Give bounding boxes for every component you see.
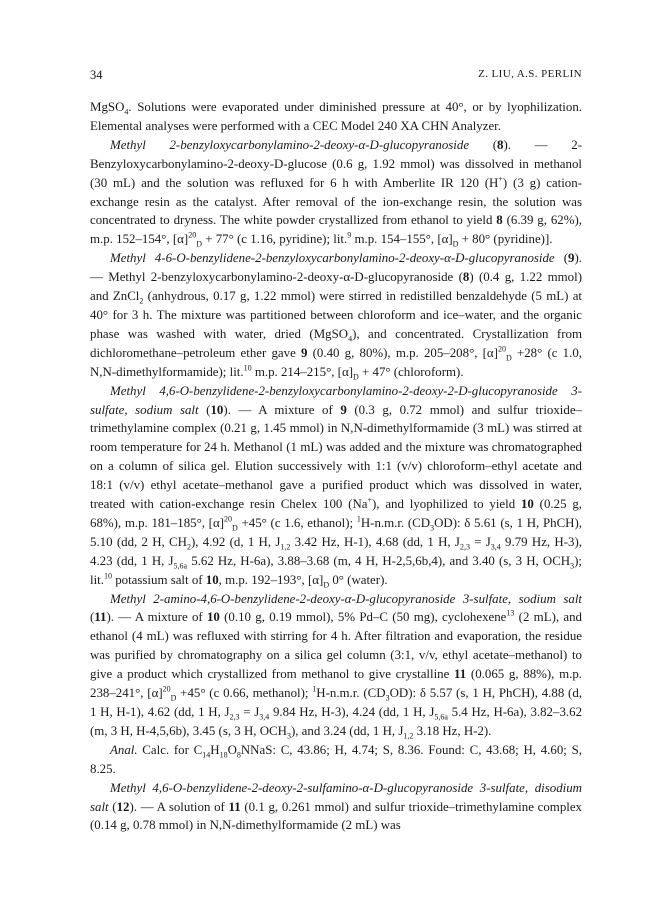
text-run: Calc. for C xyxy=(137,742,203,757)
text-run: (0.25 g, 68%), m.p. 181–185°, [α] xyxy=(90,497,582,530)
compound-heading: Methyl 4-6-O-benzylidene-2-benzyloxycarbonylamino-2-deoxy-α-D-glucopyranoside xyxy=(110,251,555,266)
paragraph-analysis xyxy=(90,741,582,779)
text-run: 3.18 Hz, H-2). xyxy=(413,723,492,738)
subscript: 5,6a xyxy=(434,712,448,722)
subscript: D xyxy=(505,353,512,363)
superscript: + xyxy=(367,495,373,505)
compound-number: 9 xyxy=(300,345,308,360)
compound-heading: Methyl 2-amino-4,6-O-benzylidene-2-deoxy-α-D-glucopyranoside 3-sulfate, sodium salt xyxy=(110,591,582,606)
compound-heading: Anal. xyxy=(110,742,138,757)
text-run: 5.62 Hz, H-6a), 3.88–3.68 (m, 4 H, H-2,5,6b,4), and 3.40 (s, 3 H, OCH xyxy=(187,553,571,568)
subscript: 1,2 xyxy=(403,731,414,741)
compound-number: 11 xyxy=(94,610,107,625)
paragraph-compound-12 xyxy=(90,779,582,836)
text-run: ( xyxy=(90,610,95,625)
text-run: ( xyxy=(469,137,498,152)
compound-number: 10 xyxy=(206,610,220,625)
compound-number: 8 xyxy=(497,137,504,152)
text-run: potassium salt of xyxy=(111,572,206,587)
subscript: 1,2 xyxy=(280,542,291,552)
text-run: (anhydrous, 0.17 g, 1.22 mmol) were stirred in redistilled benzaldehyde (5 mL) at 40° for 3 h. The mixture was partitioned between chloroform and ice–water, and the organic phase was washed with water, dried (MgSO xyxy=(90,289,582,341)
text-run: 0° (water). xyxy=(329,572,388,587)
text-run: ). — 2-Benzyloxycarbonylamino-2-deoxy-D-glucose (0.6 g, 1.92 mmol) was dissolved in methanol (30 mL) and the solution was refluxed for 6 h with Amberlite IR 120 (H xyxy=(90,137,582,190)
subscript: 2,3 xyxy=(229,712,240,722)
text-run: 5.4 Hz, H-6a), 3.82–3.62 (m, 3 H, H-4,5,6b), 3.45 (s, 3 H, OCH xyxy=(90,705,583,738)
text-run: . Solutions were evaporated under diminished pressure at 40°, or by lyophilization. Elemental analyses were performed with a CEC Model 240 XA CHN Analyzer. xyxy=(90,100,582,133)
text-run: H xyxy=(210,742,220,757)
text-run: + 80° (pyridine)]. xyxy=(458,232,553,247)
subscript: 4 xyxy=(348,334,353,344)
paragraph-compound-9 xyxy=(90,249,582,381)
text-run: 9.79 Hz, H-3), 4.23 (dd, 1 H, J xyxy=(90,534,582,568)
text-run: ) (0.4 g, 1.22 mmol) and ZnCl xyxy=(90,270,582,304)
text-run: +45° (c 1.6, ethanol); xyxy=(237,515,357,530)
superscript: 1 xyxy=(312,684,317,694)
text-run: , m.p. 192–193°, [α] xyxy=(218,572,324,587)
text-run: ). — A mixture of xyxy=(223,402,341,417)
subscript: 18 xyxy=(219,750,228,760)
text-run: (2 mL), and ethanol (4 mL) was refluxed with stirring for 4 h. After filtration and evaporation, the residue was purified by chromatography on a silica gel column (3:1, v/v, ethyl acetate–methanol) to give a product which crystallized from methanol to give crystalline xyxy=(90,610,582,682)
paragraph-compound-10 xyxy=(90,382,582,590)
subscript: 3 xyxy=(570,561,575,571)
subscript: 8 xyxy=(236,750,241,760)
compound-number: 11 xyxy=(228,799,241,814)
compound-number: 8 xyxy=(462,270,470,285)
text-run: H-n.m.r. (CD xyxy=(360,515,431,530)
text-run: ), 4.92 (d, 1 H, J xyxy=(190,534,281,549)
text-run: ( xyxy=(198,402,211,417)
compound-number: 11 xyxy=(454,667,467,682)
text-run: ), and concentrated. Crystallization from dichloromethane–petroleum ether gave xyxy=(90,326,582,360)
superscript: 20 xyxy=(188,231,197,241)
superscript: 13 xyxy=(506,609,515,619)
text-run: OD): δ 5.61 (s, 1 H, PhCH), 5.10 (dd, 2 H, CH xyxy=(90,515,582,549)
text-run: ( xyxy=(108,799,117,814)
text-run: +28° (c 1.0, N,N-dimethylformamide); lit. xyxy=(90,345,582,379)
text-run: (0.065 g, 88%), m.p. 238–241°, [α] xyxy=(90,667,582,701)
compound-number: 8 xyxy=(496,213,503,228)
superscript: 10 xyxy=(103,571,112,581)
page-header xyxy=(90,68,582,84)
compound-number: 9 xyxy=(568,251,575,266)
subscript: D xyxy=(232,523,238,533)
subscript: 3 xyxy=(385,693,390,703)
compound-heading: Methyl 4,6-O-benzylidene-2-deoxy-2-sulfamino-α-D-glucopyranoside 3-sulfate, disodium salt xyxy=(90,780,582,814)
superscript: 20 xyxy=(497,344,506,354)
text-run: m.p. 214–215°, [α] xyxy=(251,364,354,379)
superscript: + xyxy=(498,174,503,184)
paragraph-compound-8 xyxy=(90,136,582,249)
superscript: 20 xyxy=(224,514,233,524)
subscript: 4 xyxy=(124,107,129,117)
text-run: ). — A solution of xyxy=(129,799,229,814)
text-run: NNaS: C, 43.86; H, 4.74; S, 8.36. Found: C, 43.68; H, 4.60; S, 8.25. xyxy=(90,742,582,776)
text-run: H-n.m.r. (CD xyxy=(316,686,386,701)
text-run: 3.42 Hz, H-1), 4.68 (dd, 1 H, J xyxy=(290,534,460,549)
subscript: D xyxy=(452,239,459,249)
compound-number: 10 xyxy=(205,572,219,587)
compound-number: 10 xyxy=(210,402,224,417)
text-run: ). — Methyl 2-benzyloxycarbonylamino-2-deoxy-α-D-glucopyranoside ( xyxy=(90,251,582,285)
subscript: 3,4 xyxy=(259,712,270,722)
superscript: 1 xyxy=(356,514,361,524)
text-run: ) (3 g) cation-exchange resin as the catalyst. After removal of the ion-exchange resin, the solution was concentrated to dryness. The white powder crystallized from ethanol to yield xyxy=(90,175,582,228)
page-number: 34 xyxy=(90,68,103,82)
text-run: (0.3 g, 0.72 mmol) and sulfur trioxide–trimethylamine complex (0.21 g, 1.45 mmol) in N,N-dimethylformamide (3 mL) was stirred at room temperature for 24 h. Methanol (1 mL) was added and the mixture was chromatographed on a column of silica gel. Elution successively with 1:1 (v/v) chloroform–ethyl acetate and 18:1 (v/v) ethyl acetate–methanol gave a purified product which was dissolved in water, treated with cation-exchange resin Chelex 100 (Na xyxy=(90,402,583,512)
text-run: ); lit. xyxy=(90,553,582,587)
subscript: 3 xyxy=(430,523,435,533)
text-run: ). — A mixture of xyxy=(106,610,207,625)
superscript: 20 xyxy=(162,684,171,694)
text-run: (6.39 g, 62%), m.p. 152–154°, [α] xyxy=(90,213,582,247)
subscript: 2,3 xyxy=(459,542,470,552)
compound-heading: Methyl 4,6-O-benzylidene-2-benzyloxycarbonylamino-2-deoxy-2-D-glucopyranoside 3-sulfate, sodium salt xyxy=(90,383,582,417)
subscript: 3 xyxy=(286,731,291,741)
superscript: 10 xyxy=(243,363,252,373)
text-run: 9.84 Hz, H-3), 4.24 (dd, 1 H, J xyxy=(269,705,435,719)
subscript: D xyxy=(353,372,359,382)
text-run: +45° (c 0.66, methanol); xyxy=(176,686,313,701)
text-run: OD): δ 5.57 (s, 1 H, PhCH), 4.88 (d, 1 H, H-1), 4.62 (dd, 1 H, J xyxy=(90,686,582,719)
text-run: (0.1 g, 0.261 mmol) and sulfur trioxide–trimethylamine complex (0.14 g, 0.78 mmol) in N,N-dimethylformamide (2 mL) was xyxy=(90,799,583,833)
text-run: + 77° (c 1.16, pyridine); lit. xyxy=(201,232,348,247)
text-run: m.p. 154–155°, [α] xyxy=(351,232,453,247)
compound-heading: Methyl 2-benzyloxycarbonylamino-2-deoxy-α-D-glucopyranoside xyxy=(110,137,470,152)
subscript: 3,4 xyxy=(490,542,501,552)
subscript: 5,6a xyxy=(173,561,188,571)
text-run: O xyxy=(227,742,237,757)
superscript: 9 xyxy=(347,231,352,241)
subscript: 2 xyxy=(186,542,191,552)
subscript: 2 xyxy=(139,296,144,306)
text-run: = J xyxy=(239,705,260,719)
subscript: D xyxy=(323,580,330,590)
text-run: MgSO xyxy=(90,100,125,114)
subscript: D xyxy=(170,693,177,703)
text-run: + 47° (chloroform). xyxy=(358,364,464,379)
subscript: 14 xyxy=(202,750,211,760)
paragraph-materials-note xyxy=(90,98,582,136)
text-run: (0.40 g, 80%), m.p. 205–208°, [α] xyxy=(307,345,498,360)
compound-number: 9 xyxy=(340,402,347,417)
compound-number: 10 xyxy=(520,497,534,512)
text-run: ), and lyophilized to yield xyxy=(372,497,521,512)
text-run: (0.10 g, 0.19 mmol), 5% Pd–C (50 mg), cyclohexene xyxy=(219,610,507,625)
compound-number: 12 xyxy=(116,799,130,814)
text-run: ( xyxy=(554,251,569,266)
text-run: = J xyxy=(469,534,491,549)
subscript: D xyxy=(196,239,202,249)
running-head: Z. LIU, A.S. PERLIN xyxy=(478,68,582,80)
article-body xyxy=(90,98,582,835)
text-run: ), and 3.24 (dd, 1 H, J xyxy=(290,723,404,738)
paragraph-compound-11 xyxy=(90,590,582,741)
